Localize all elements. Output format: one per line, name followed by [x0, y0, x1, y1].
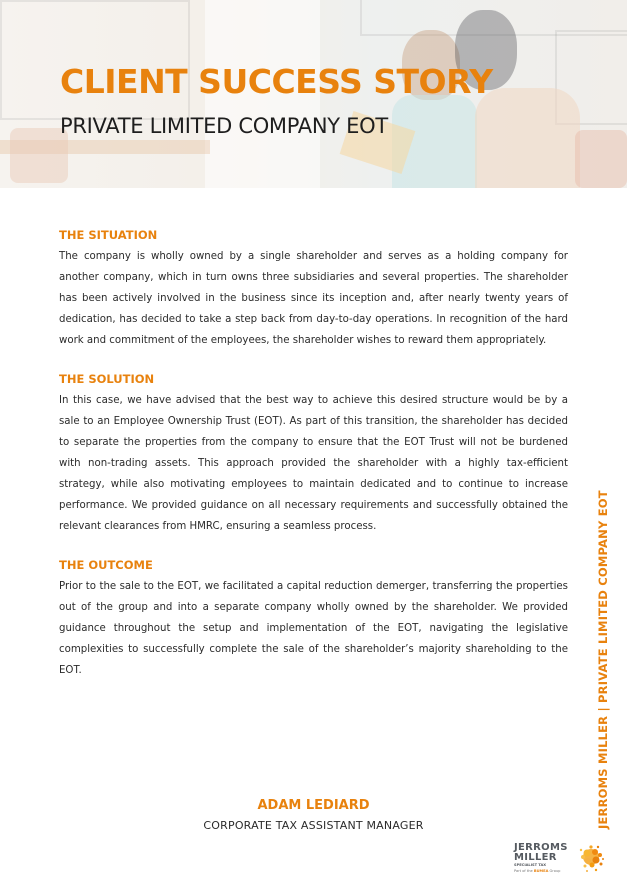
- photo-person: [475, 88, 580, 188]
- section-situation: [59, 226, 568, 351]
- logo-part-suffix: Group: [548, 869, 561, 873]
- section-heading: THE OUTCOME: [59, 558, 153, 572]
- logo-part-of: [514, 868, 568, 874]
- signature-name: ADAM LEDIARD: [257, 798, 370, 813]
- logo-tagline: SPECIALIST TAX: [514, 863, 547, 867]
- logo-wordmark: [514, 843, 568, 874]
- window-frame: [0, 0, 190, 120]
- section-solution: [59, 370, 568, 537]
- signature-block: [0, 797, 627, 835]
- section-body: Prior to the sale to the EOT, we facilitated a capital reduction demerger, transferring the properties out of the group and into a separate company wholly owned by the shareholder. We provided guidance throughout the setup and implementation of the EOT, navigating the legislative complexities to successfully complete the sale of the shareholder’s majority shareholding to the EOT.: [59, 581, 568, 676]
- logo-part-brand: BUMEA: [533, 869, 549, 873]
- logo-line-2: MILLER: [514, 852, 557, 863]
- hero-banner: [0, 0, 627, 188]
- page-subtitle: PRIVATE LIMITED COMPANY EOT: [60, 114, 388, 138]
- background-chair: [575, 130, 627, 188]
- section-outcome: [59, 556, 568, 681]
- logo-dots-icon: [577, 843, 605, 873]
- logo-part-prefix: Part of the: [514, 869, 534, 873]
- section-body: In this case, we have advised that the best way to achieve this desired structure would be by a sale to an Employee Ownership Trust (EOT). As part of this transition, the shareholder has decided to separate the properties from the company to ensure that the EOT Trust will not be burdened with non-trading assets. This approach provided the shareholder with a highly tax-efficient strategy, while also motivating employees to maintain dedicated and to continue to increase performance. We provided guidance on all necessary requirements and successfully obtained the relevant clearances from HMRC, ensuring a seamless process.: [59, 395, 568, 532]
- story-content: [59, 226, 568, 700]
- section-body: The company is wholly owned by a single shareholder and serves as a holding company for another company, which in turn owns three subsidiaries and several properties. The shareholder has been actively involved in the business since its inception and, after nearly twenty years of dedication, has decided to take a step back from day-to-day operations. In recognition of the hard work and commitment of the employees, the shareholder wishes to reward them appropriately.: [59, 251, 568, 346]
- page-title: CLIENT SUCCESS STORY: [60, 62, 493, 101]
- section-heading: THE SITUATION: [59, 228, 158, 242]
- vertical-side-label: JERROMS MILLER | PRIVATE LIMITED COMPANY EOT: [596, 490, 610, 829]
- jerroms-miller-logo: [514, 843, 604, 885]
- section-heading: THE SOLUTION: [59, 372, 155, 386]
- signature-role: CORPORATE TAX ASSISTANT MANAGER: [203, 819, 424, 832]
- logo-line-1: JERROMS: [514, 842, 568, 853]
